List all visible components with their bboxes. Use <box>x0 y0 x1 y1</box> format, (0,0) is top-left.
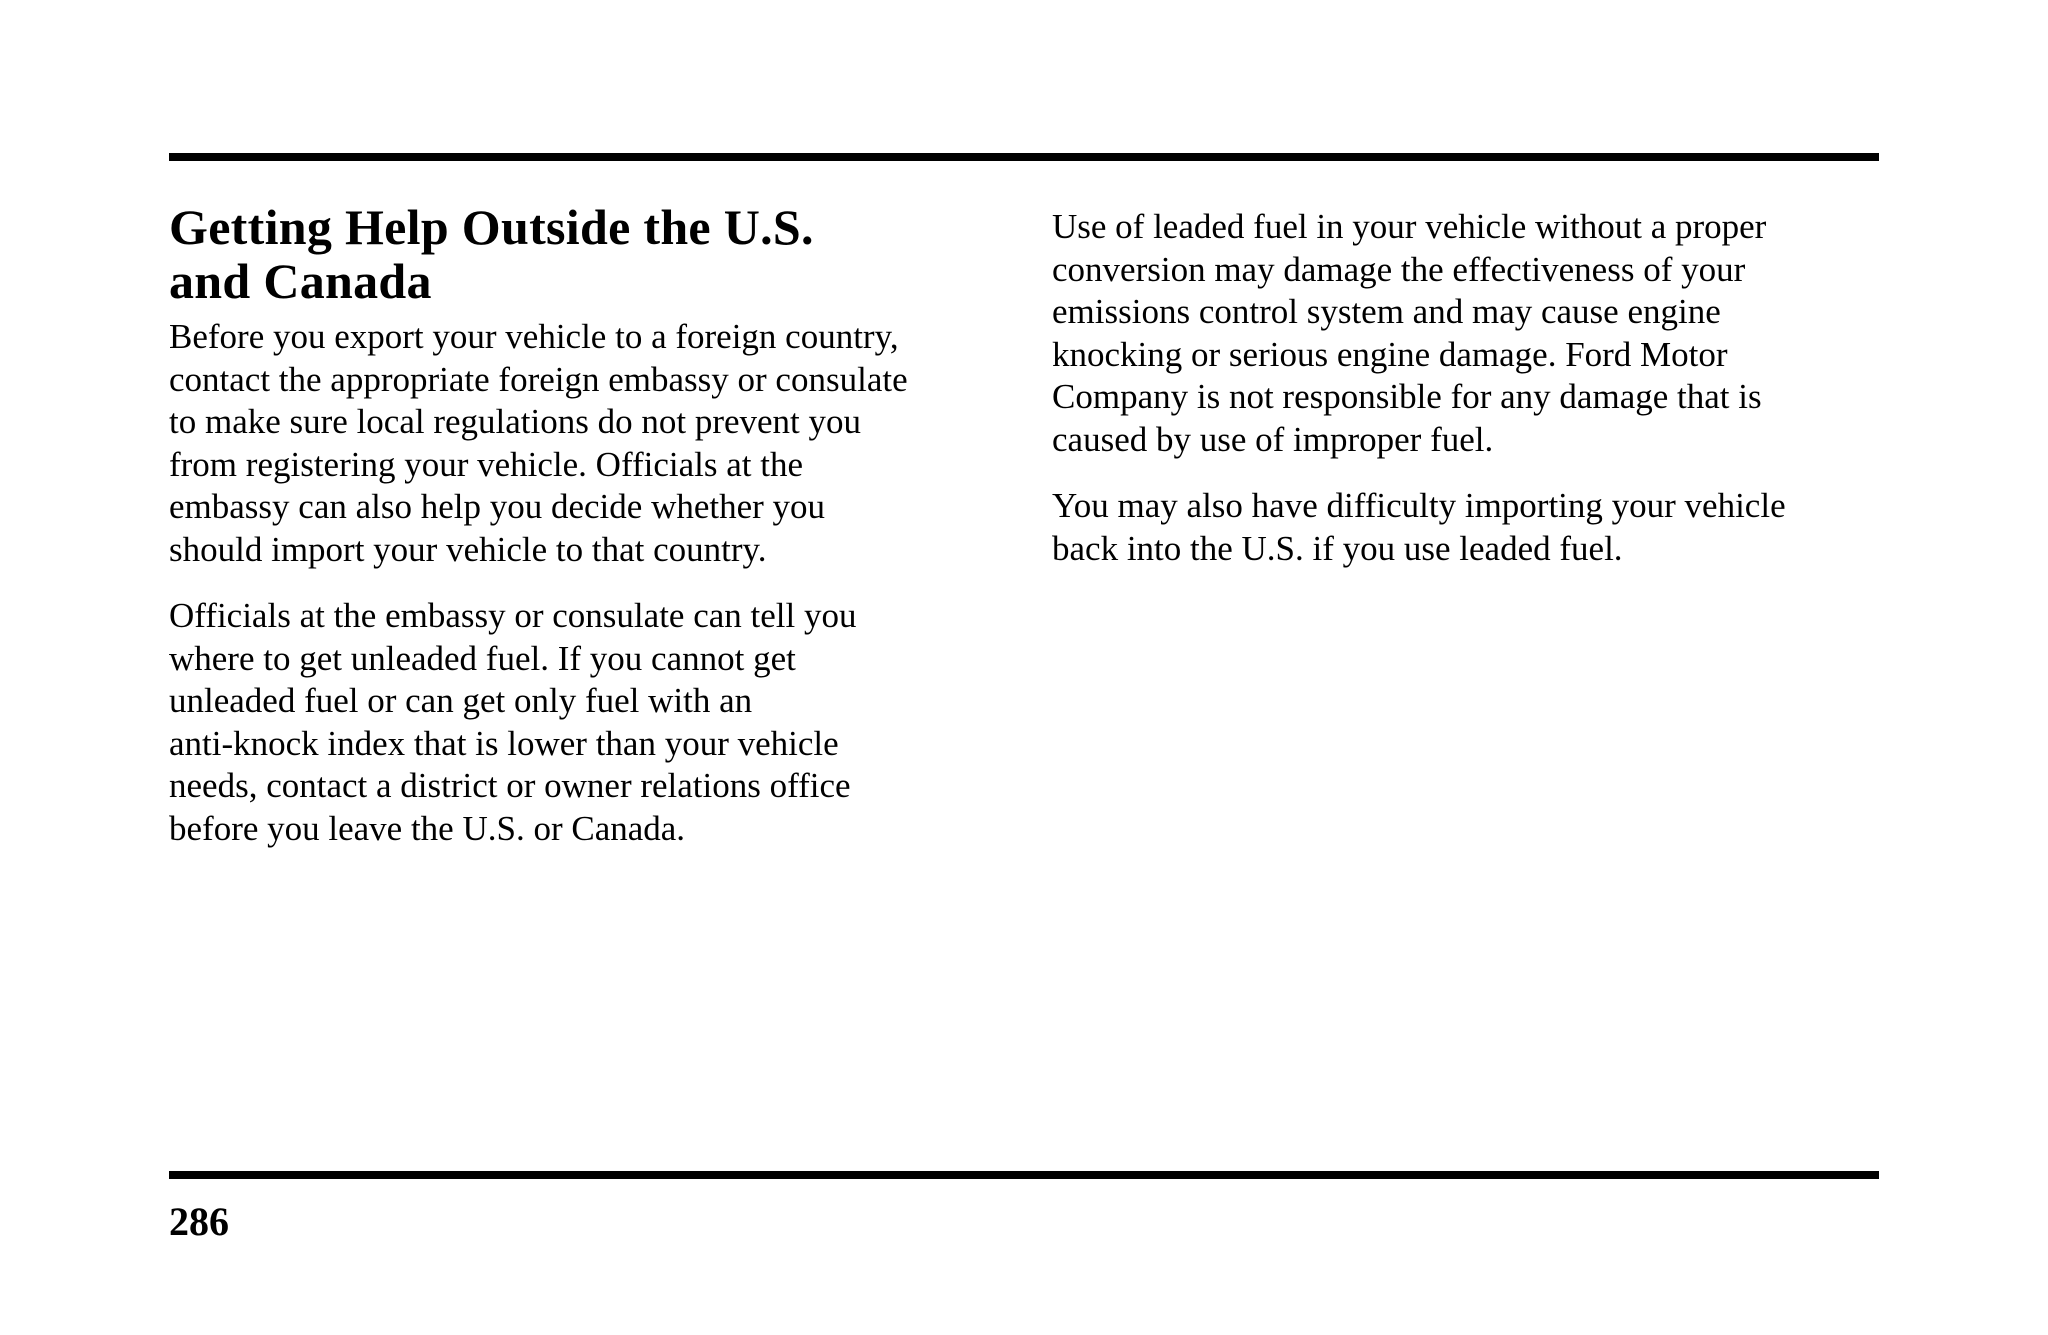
paragraph-export <box>169 316 999 571</box>
text-line: unleaded fuel or can get only fuel with an <box>169 681 753 720</box>
section-heading <box>169 200 999 308</box>
text-line: anti-knock index that is lower than your vehicle <box>169 723 839 763</box>
heading-line-2: and Canada <box>169 253 432 309</box>
paragraph-importing-difficulty <box>1052 485 1882 570</box>
text-line: caused by use of improper fuel. <box>1052 419 1494 459</box>
text-line: knocking or serious engine damage. Ford Motor <box>1052 334 1728 374</box>
paragraph-unleaded-fuel <box>169 595 999 850</box>
text-line: Use of leaded fuel in your vehicle without a proper <box>1052 207 1767 246</box>
bottom-rule <box>169 1171 1879 1179</box>
text-line: needs, contact a district or owner relations office <box>169 766 851 805</box>
left-column <box>169 200 999 850</box>
page-number: 286 <box>169 1199 229 1244</box>
text-line: back into the U.S. if you use leaded fuel. <box>1052 528 1623 568</box>
text-line: where to get unleaded fuel. If you cannot get <box>169 638 796 678</box>
text-line: emissions control system and may cause engine <box>1052 292 1721 331</box>
text-line: You may also have difficulty importing your vehicle <box>1052 486 1786 525</box>
text-line: contact the appropriate foreign embassy or consulate <box>169 359 908 399</box>
text-line: Before you export your vehicle to a foreign country, <box>169 317 899 356</box>
text-line: from registering your vehicle. Officials at the <box>169 444 803 484</box>
text-line: should import your vehicle to that country. <box>169 529 767 569</box>
heading-line-1: Getting Help Outside the U.S. <box>169 199 814 255</box>
paragraph-leaded-fuel-warning <box>1052 206 1882 461</box>
text-line: to make sure local regulations do not prevent you <box>169 402 862 441</box>
text-line: conversion may damage the effectiveness of your <box>1052 249 1746 289</box>
text-line: Officials at the embassy or consulate can tell you <box>169 596 857 635</box>
top-rule <box>169 153 1879 161</box>
text-line: before you leave the U.S. or Canada. <box>169 808 686 848</box>
text-line: embassy can also help you decide whether you <box>169 487 826 526</box>
right-column <box>1052 206 1882 570</box>
text-line: Company is not responsible for any damage that is <box>1052 377 1762 416</box>
